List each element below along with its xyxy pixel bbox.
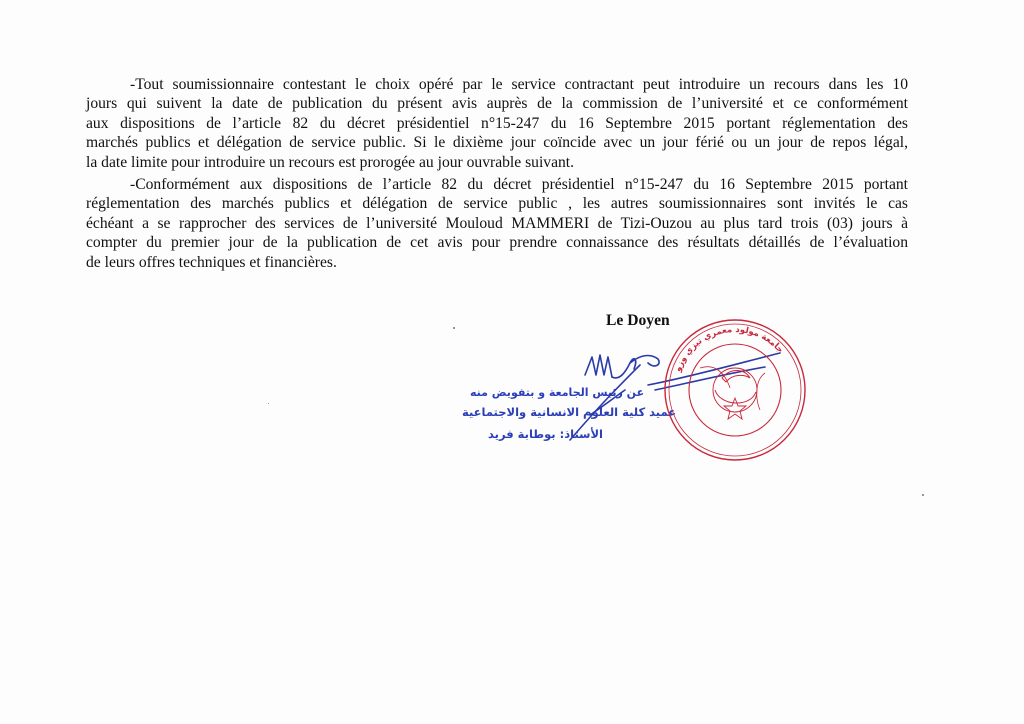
text-line: la date limite pour introduire un recours est prorogée au jour ouvrable suivant. [86, 153, 575, 171]
text-line: jours qui suivent la date de publication du présent avis auprès de la commission de l’université et ce conformément [86, 95, 908, 113]
scan-speck [453, 327, 455, 329]
paragraph-recours [86, 75, 908, 172]
seal-ring-text: جامعة مولود معمري تيزي وزو [673, 324, 786, 374]
text-line: marchés publics et délégation de service public. Si le dixième jour coïncide avec un jour férié ou un jour de repos légal, [86, 134, 908, 152]
signatory-title: Le Doyen [606, 312, 670, 329]
text-line: -Tout soumissionnaire contestant le choix opéré par le service contractant peut introduire un recours dans les 10 [130, 76, 908, 93]
scan-speck [922, 494, 924, 496]
text-line: de leurs offres techniques et financières. [86, 253, 337, 271]
university-seal-icon [660, 318, 810, 463]
text-line: -Conformément aux dispositions de l’article 82 du décret présidentiel n°15-247 du 16 Septembre 2015 portant [130, 176, 908, 193]
stamp-line-delegation: عن رئيس الجامعة و بتفويض منه [470, 386, 645, 399]
text-line: échéant a se rapprocher des services de l’université Mouloud MAMMERI de Tizi-Ouzou au plus tard trois (03) jours à [86, 214, 908, 232]
svg-text:جامعة مولود معمري تيزي وزو [673, 325, 785, 374]
text-line: compter du premier jour de la publication de cet avis pour prendre connaissance des résultats détaillés de l’évaluation [86, 234, 908, 252]
text-line: aux dispositions de l’article 82 du décret présidentiel n°15-247 du 16 Septembre 2015 portant réglementation des [86, 114, 908, 132]
stamp-line-name: الأستاذ: بوطابة فريد [488, 427, 603, 441]
paragraph-invitation [86, 175, 908, 272]
text-line: réglementation des marchés publics et délégation de service public , les autres soumissionnaires sont invités le cas [86, 195, 908, 213]
stamp-line-dean: عميد كلية العلوم الانسانية والاجتماعية [462, 405, 677, 419]
scan-speck [268, 403, 269, 404]
